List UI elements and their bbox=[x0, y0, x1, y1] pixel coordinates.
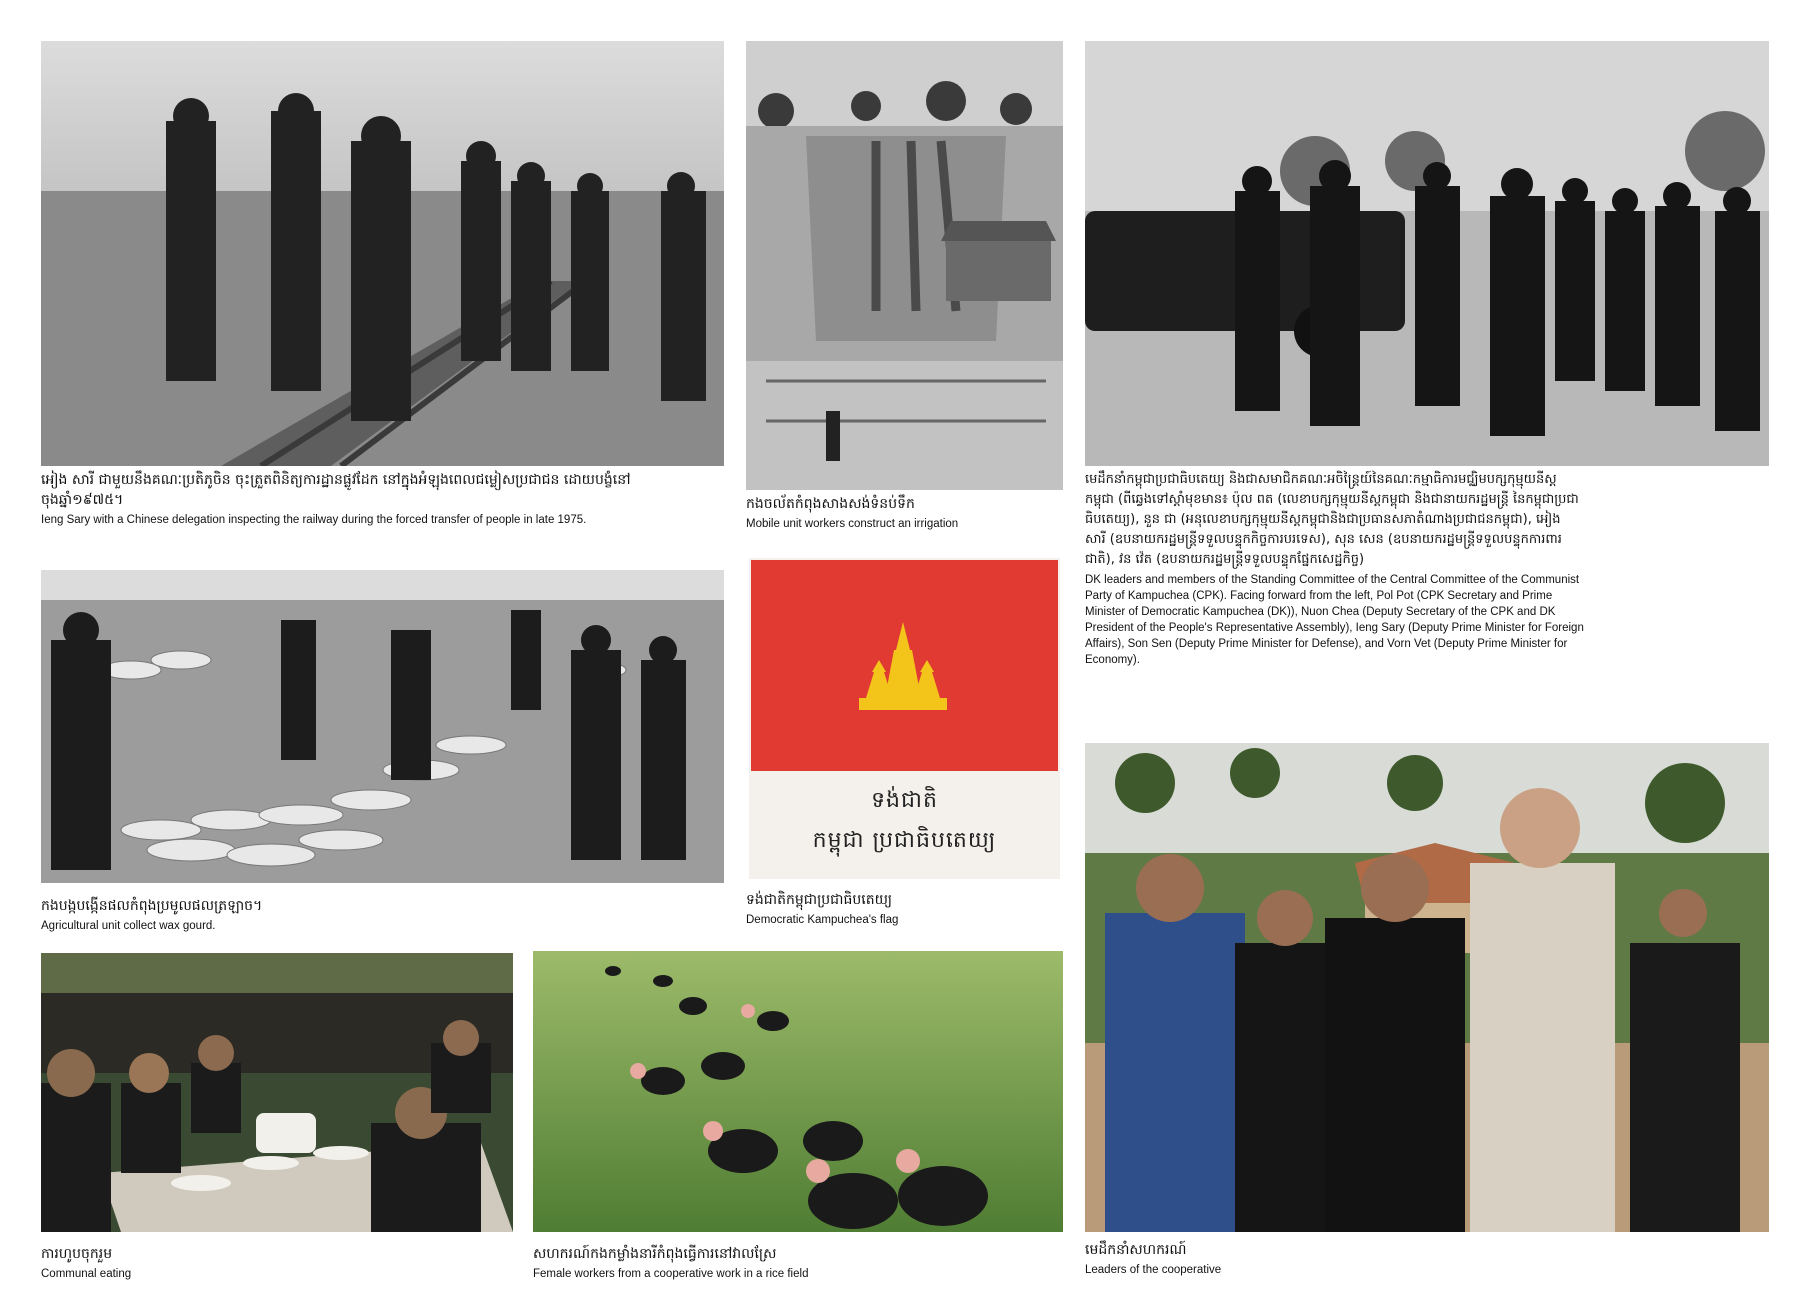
caption-gourd-khmer: កងបង្កបង្កើនផលកំពុងប្រមូលផលត្រឡាច។ bbox=[41, 898, 263, 914]
flag-graphic bbox=[751, 560, 1058, 771]
photo-wax-gourd-harvest bbox=[41, 570, 724, 883]
caption-leaders-english: DK leaders and members of the Standing Committee of the Central Committee of the Communist Party of Kampuchea (CPK). Facing forward from the left, Pol Pot (CPK Secretary and Prime Minister of Democratic Kampuchea (DK)), Nuon Chea (Deputy Secretary of the CPK and DK President of the People's Representative Assembly), Ieng Sary (Deputy Prime Minister for Foreign Affairs), Son Sen (Deputy Prime Minister for Defense), and Vorn Vet (Deputy Prime Minister for Economy). bbox=[1085, 574, 1584, 666]
caption-flag-english: Democratic Kampuchea's flag bbox=[746, 914, 899, 926]
caption-rice-english: Female workers from a cooperative work in a rice field bbox=[533, 1268, 809, 1280]
caption-flag-khmer: ទង់ជាតិកម្ពុជាប្រជាធិបតេយ្យ bbox=[746, 892, 893, 908]
photo-irrigation-construction bbox=[746, 41, 1063, 490]
caption-rice-khmer: សហករណ៍កងកម្លាំងនារីកំពុងធ្វើការនៅវាលស្រែ bbox=[533, 1246, 777, 1262]
caption-leaders bbox=[1085, 470, 1585, 668]
caption-railway-english: Ieng Sary with a Chinese delegation inspecting the railway during the forced transfer of people in late 1975. bbox=[41, 514, 587, 526]
caption-gourd bbox=[41, 896, 641, 934]
caption-irrigation-english: Mobile unit workers construct an irrigation bbox=[746, 518, 959, 530]
caption-irrigation bbox=[746, 494, 1066, 532]
photo-dk-flag bbox=[749, 558, 1060, 879]
caption-irrigation-khmer: កងចល័តកំពុងសាងសង់ទំនប់ទឹក bbox=[746, 496, 915, 512]
caption-gourd-english: Agricultural unit collect wax gourd. bbox=[41, 920, 216, 932]
caption-leaders-khmer: មេដឹកនាំកម្ពុជាប្រជាធិបតេយ្យ និងជាសមាជិកគណៈអចិន្ត្រៃយ៍នៃគណៈកម្មាធិការមជ្ឈិមបក្សកុម្មុយនីស្ត កម្ពុជា (ពីឆ្វេងទៅស្តាំមុខមាន៖ ប៉ុល ពត (លេខាបក្សកុម្មុយនីស្តកម្ពុជា និងជានាយករដ្ឋមន្ត្រី នៃកម្ពុជាប្រជាធិបតេយ្យ), នួន ជា (អនុលេខាបក្សកុម្មុយនីស្តកម្ពុជានិងជាប្រធានសភាតំណាងប្រជាជនកម្ពុជា), អៀង សារី (ឧបនាយករដ្ឋមន្ត្រីទទួលបន្ទុកកិច្ចការបរទេស), សុន សេន (ឧបនាយករដ្ឋមន្ត្រីទទួលបន្ទុកការពារជាតិ), វន វ៉េត (ឧបនាយករដ្ឋមន្ត្រីទទួលបន្ទុកផ្នែកសេដ្ឋកិច្ច) bbox=[1085, 472, 1579, 567]
caption-rice bbox=[533, 1244, 1063, 1282]
photo-dk-leaders bbox=[1085, 41, 1769, 466]
photo-communal-eating bbox=[41, 953, 513, 1232]
caption-eating-khmer: ការហូបចុករួម bbox=[41, 1246, 113, 1262]
caption-coop bbox=[1085, 1240, 1685, 1278]
flag-text-national-flag: ទង់ជាតិ bbox=[871, 788, 938, 813]
photo-cooperative-leaders bbox=[1085, 743, 1769, 1232]
caption-railway bbox=[41, 470, 641, 528]
caption-coop-khmer: មេដឹកនាំសហករណ៍ bbox=[1085, 1242, 1187, 1258]
caption-eating bbox=[41, 1244, 501, 1282]
caption-railway-khmer: អៀង សារី ជាមួយនឹងគណៈប្រតិភូចិន ចុះត្រួតពិនិត្យការដ្ឋានផ្លូវដែក នៅក្នុងអំឡុងពេលជម្លៀសប្រជាជន ដោយបង្ខំនៅចុងឆ្នាំ១៩៧៥។ bbox=[41, 472, 631, 508]
flag-text-democratic-kampuchea: កម្ពុជា ប្រជាធិបតេយ្យ bbox=[812, 828, 997, 853]
photo-railway-inspection bbox=[41, 41, 724, 466]
caption-eating-english: Communal eating bbox=[41, 1268, 132, 1280]
caption-flag bbox=[746, 890, 1066, 928]
photo-rice-field bbox=[533, 951, 1063, 1232]
caption-coop-english: Leaders of the cooperative bbox=[1085, 1264, 1222, 1276]
